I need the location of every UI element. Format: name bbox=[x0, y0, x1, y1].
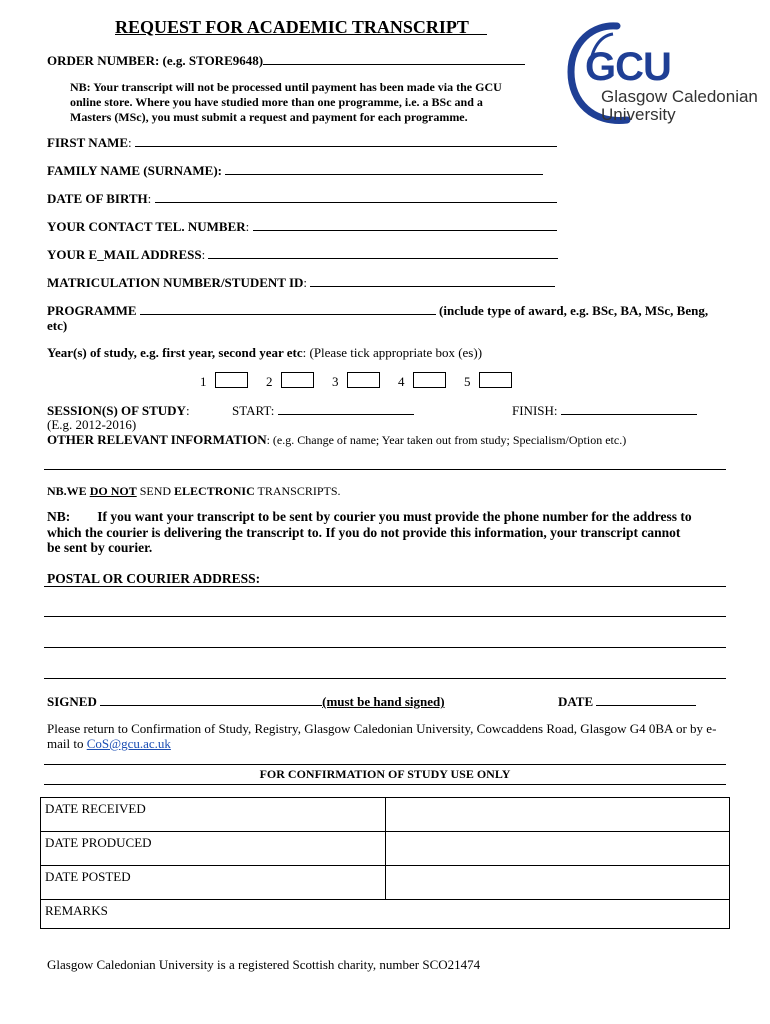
year-1-label: 1 bbox=[200, 374, 207, 389]
dob-label: DATE OF BIRTH bbox=[47, 191, 148, 206]
courier-nb: NB: bbox=[47, 509, 71, 524]
family-name-row bbox=[47, 163, 543, 178]
order-number-line[interactable] bbox=[263, 53, 525, 65]
year-2-checkbox[interactable] bbox=[281, 372, 314, 388]
session-label: SESSION(S) OF STUDY bbox=[47, 403, 186, 418]
table-row bbox=[41, 866, 730, 900]
email-label: YOUR E_MAIL ADDRESS bbox=[47, 247, 202, 262]
signed-date bbox=[558, 694, 696, 709]
gcu-logo bbox=[565, 22, 765, 127]
tel-row: YOUR CONTACT TEL. NUMBER: bbox=[47, 219, 557, 234]
session-row: SESSION(S) OF STUDY: bbox=[47, 403, 190, 418]
office-rule-top bbox=[44, 764, 726, 765]
session-start-label: START: bbox=[232, 403, 275, 418]
table-row bbox=[41, 900, 730, 929]
other-info-row bbox=[47, 431, 626, 449]
first-name-field[interactable] bbox=[135, 135, 557, 147]
dob-field[interactable] bbox=[155, 191, 557, 203]
date-posted-label: DATE POSTED bbox=[41, 866, 386, 900]
courier-note: NB: If you want your transcript to be sent by courier you must provide the phone number for the address to which the courier is delivering the transcript to. If you do not provide this information, your transcript cannot be sent by courier. bbox=[47, 509, 692, 555]
email-link[interactable]: CoS@gcu.ac.uk bbox=[86, 736, 171, 751]
order-number-label: ORDER NUMBER: (e.g. STORE9648) bbox=[47, 53, 264, 68]
remarks-label: REMARKS bbox=[41, 900, 730, 929]
signature-field[interactable] bbox=[100, 694, 322, 706]
office-heading: FOR CONFIRMATION OF STUDY USE ONLY bbox=[259, 767, 511, 781]
session-finish-field[interactable] bbox=[561, 403, 697, 415]
matric-label: MATRICULATION NUMBER/STUDENT ID bbox=[47, 275, 304, 290]
address-label: POSTAL OR COURIER ADDRESS: bbox=[47, 571, 261, 586]
address-line-1[interactable] bbox=[44, 586, 726, 587]
signed-row bbox=[47, 694, 445, 709]
logo-gcu-text: GCU bbox=[585, 45, 671, 89]
payment-note: NB: Your transcript will not be processed until payment has been made via the GCU online store. Where you have studied more than one programme, i.e. a BSc and a Masters (MSc), you must submit a request and payment for each programme. bbox=[70, 80, 502, 124]
other-info-line[interactable] bbox=[44, 469, 726, 470]
session-start-field[interactable] bbox=[278, 403, 414, 415]
year-1-checkbox[interactable] bbox=[215, 372, 248, 388]
return-note: Please return to Confirmation of Study, Registry, Glasgow Caledonian University, Cowcaddens Road, Glasgow G4 0BA or by e- mail to CoS@gcu.ac.uk bbox=[47, 721, 717, 751]
dob-row: DATE OF BIRTH: bbox=[47, 191, 557, 206]
session-finish bbox=[512, 403, 697, 418]
date-received-value[interactable] bbox=[386, 798, 730, 832]
signed-label: SIGNED bbox=[47, 694, 97, 709]
session-example: (E.g. 2012-2016) bbox=[47, 417, 137, 432]
matric-row: MATRICULATION NUMBER/STUDENT ID: bbox=[47, 275, 555, 290]
electronic-note: NB.WE DO NOT SEND ELECTRONIC TRANSCRIPTS. bbox=[47, 484, 341, 498]
signed-date-label: DATE bbox=[558, 694, 594, 709]
table-row bbox=[41, 832, 730, 866]
date-produced-value[interactable] bbox=[386, 832, 730, 866]
do-not-emphasis: DO NOT bbox=[89, 484, 137, 498]
logo-name-line1: Glasgow Caledonian bbox=[601, 87, 758, 106]
years-label: Year(s) of study, e.g. first year, second year etc bbox=[47, 345, 303, 360]
hand-signed-note: (must be hand signed) bbox=[322, 694, 445, 709]
year-4-checkbox[interactable] bbox=[413, 372, 446, 388]
date-posted-value[interactable] bbox=[386, 866, 730, 900]
order-number-row bbox=[47, 53, 525, 68]
year-4-label: 4 bbox=[398, 374, 405, 389]
years-hint: : (Please tick appropriate box (es)) bbox=[302, 345, 483, 360]
year-5-label: 5 bbox=[464, 374, 471, 389]
session-start bbox=[232, 403, 414, 418]
programme-row bbox=[47, 303, 708, 318]
address-line-3[interactable] bbox=[44, 647, 726, 648]
tel-label: YOUR CONTACT TEL. NUMBER bbox=[47, 219, 246, 234]
email-row: YOUR E_MAIL ADDRESS: bbox=[47, 247, 558, 262]
year-3-label: 3 bbox=[332, 374, 339, 389]
page-title: REQUEST FOR ACADEMIC TRANSCRIPT bbox=[115, 17, 469, 37]
address-line-2[interactable] bbox=[44, 616, 726, 617]
first-name-label: FIRST NAME bbox=[47, 135, 129, 150]
date-produced-label: DATE PRODUCED bbox=[41, 832, 386, 866]
office-table bbox=[40, 797, 730, 929]
first-name-row: FIRST NAME: bbox=[47, 135, 557, 150]
session-finish-label: FINISH: bbox=[512, 403, 558, 418]
date-received-label: DATE RECEIVED bbox=[41, 798, 386, 832]
matric-field[interactable] bbox=[310, 275, 555, 287]
tel-field[interactable] bbox=[253, 219, 557, 231]
table-row bbox=[41, 798, 730, 832]
address-line-4[interactable] bbox=[44, 678, 726, 679]
programme-hint: (include type of award, e.g. BSc, BA, MSc, Beng, bbox=[439, 303, 709, 318]
programme-field[interactable] bbox=[140, 303, 436, 315]
year-2-label: 2 bbox=[266, 374, 273, 389]
programme-label: PROGRAMME bbox=[47, 303, 137, 318]
title-underline-extension bbox=[465, 34, 487, 35]
programme-hint-cont: etc) bbox=[47, 318, 68, 333]
office-rule-bottom bbox=[44, 784, 726, 785]
logo-name-line2: University bbox=[601, 105, 676, 124]
year-5-checkbox[interactable] bbox=[479, 372, 512, 388]
year-3-checkbox[interactable] bbox=[347, 372, 380, 388]
email-field[interactable] bbox=[208, 247, 558, 259]
family-name-field[interactable] bbox=[225, 163, 543, 175]
family-name-label: FAMILY NAME (SURNAME): bbox=[47, 163, 223, 178]
other-info-label: OTHER RELEVANT INFORMATION bbox=[47, 432, 267, 447]
years-row bbox=[47, 345, 482, 360]
other-info-hint: : (e.g. Change of name; Year taken out from study; Specialism/Option etc.) bbox=[266, 433, 627, 447]
charity-footer: Glasgow Caledonian University is a registered Scottish charity, number SCO21474 bbox=[47, 957, 481, 972]
signed-date-field[interactable] bbox=[596, 694, 696, 706]
